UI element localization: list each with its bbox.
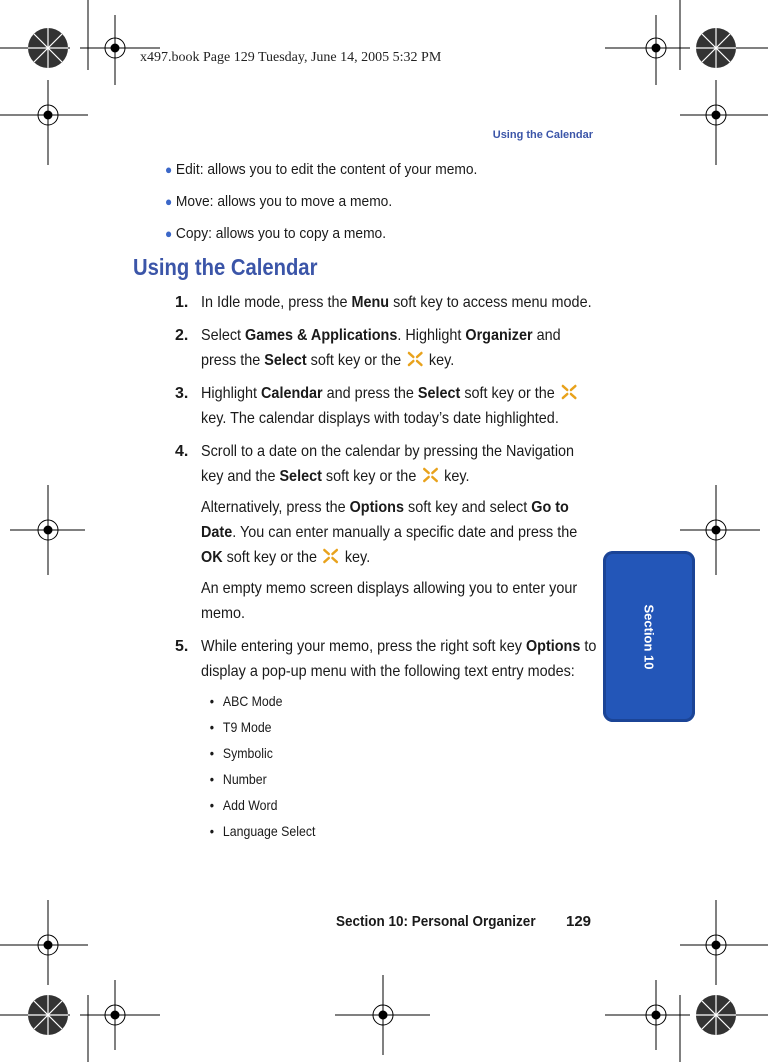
step-number: 2. [175, 327, 189, 344]
list-item: • Symbolic [201, 740, 548, 766]
bullet-icon: ● [165, 226, 173, 241]
select-key-icon [559, 383, 579, 401]
section-tab [603, 551, 695, 722]
print-header: x497.book Page 129 Tuesday, June 14, 2005 5:32 PM [140, 50, 442, 65]
bullet-icon: ● [165, 162, 173, 177]
list-item: • Add Word [201, 792, 548, 818]
select-key-icon [321, 547, 341, 565]
step-number: 1. [175, 294, 189, 311]
step-3: 3. Highlight Calendar and press the Select soft key or the key. The calendar displays with today’s date highlighted. [175, 381, 595, 431]
select-key-icon [405, 350, 425, 368]
memo-options-list [165, 160, 595, 256]
step-5: 5. While entering your memo, press the right soft key Options to display a pop-up menu with the following text entry modes: • ABC Mode • T9 Mode • Symbolic • Number • Add Word • Language Select [175, 634, 595, 844]
list-item: • T9 Mode [201, 714, 548, 740]
step-number: 4. [175, 443, 189, 460]
page-number: 129 [566, 913, 592, 930]
bullet-icon: ● [165, 194, 173, 209]
step-number: 5. [175, 638, 189, 655]
list-item: • Number [201, 766, 548, 792]
section-tab-label: Section 10 [641, 603, 657, 670]
step-2: 2. Select Games & Applications. Highlight Organizer and press the Select soft key or the key. [175, 323, 595, 373]
footer-title: Section 10: Personal Organizer [336, 913, 536, 930]
step-1: 1. In Idle mode, press the Menu soft key to access menu mode. [175, 290, 595, 315]
list-item: ● Copy: allows you to copy a memo. [165, 225, 387, 242]
select-key-icon [420, 466, 440, 484]
step-number: 3. [175, 385, 189, 402]
running-head: Using the Calendar [492, 129, 593, 141]
list-item: • ABC Mode [201, 688, 548, 714]
text-entry-modes-list [201, 688, 595, 844]
list-item: ● Edit: allows you to edit the content of your memo. [165, 161, 478, 178]
step-4: 4. Scroll to a date on the calendar by pressing the Navigation key and the Select soft key or the key. Alternatively, press the Options soft key and select Go to Date. You can enter manually a specific date and press the OK soft key or the key. An empty memo screen displays allowing you to enter your memo. [175, 439, 595, 626]
list-item: ● Move: allows you to move a memo. [165, 193, 393, 210]
list-item: • Language Select [201, 818, 548, 844]
steps-list [175, 290, 595, 852]
section-heading: Using the Calendar [133, 254, 318, 280]
